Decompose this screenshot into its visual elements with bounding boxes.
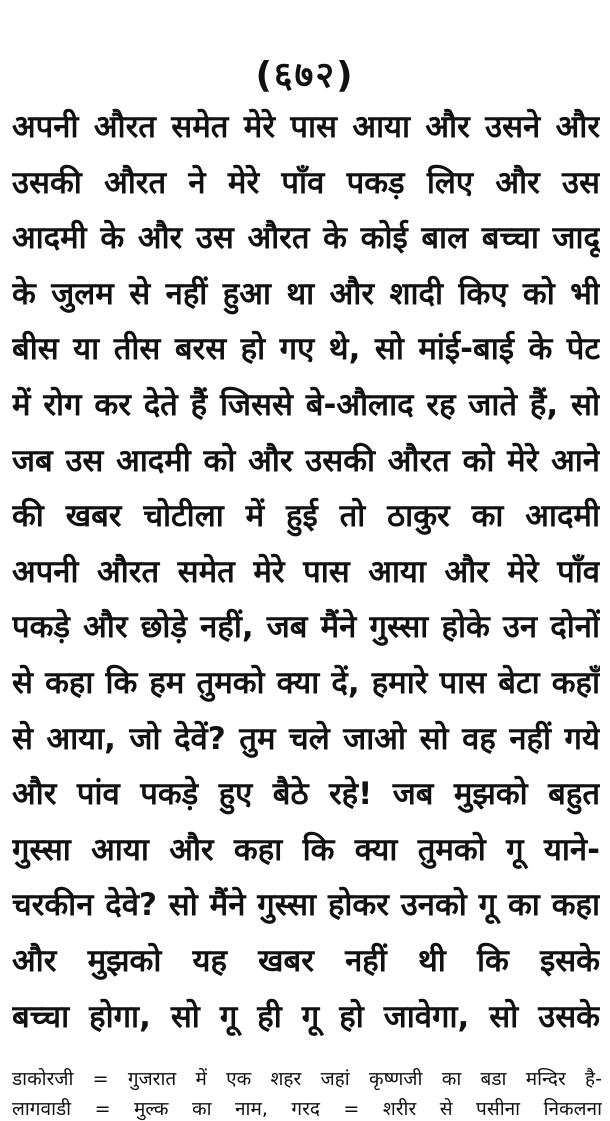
text-line: अपनी औरत समेत मेरे पास आया और उसने और: [12, 109, 600, 145]
text-line: आदमी के और उस औरत के कोई बाल बच्चा जादू: [12, 220, 600, 257]
text-line: में रोग कर देते हैं जिससे बे-औलाद रह जाते हैं, सो: [12, 386, 600, 423]
text-line: चरकीन देवे? सो मैंने गुस्सा होकर उनको गू का कहा: [12, 887, 600, 924]
text-line: की खबर चोटीला में हुई तो ठाकुर का आदमी: [12, 498, 600, 535]
text-line: अपनी औरत समेत मेरे पास आया और मेरे पाँव: [12, 553, 600, 590]
text-line: गुस्सा आया और कहा कि क्या तुमको गू याने-: [12, 831, 600, 868]
footnotes: [12, 1064, 602, 1121]
text-line: से कहा कि हम तुमको क्या दें, हमारे पास बेटा कहाँ: [12, 664, 600, 701]
footnote: लागवाडी = मुल्क का नाम, गरद = शरीर से पसीना निकलना: [12, 1098, 602, 1120]
text-line: बीस या तीस बरस हो गए थे, सो मांई-बाई के पेट: [12, 331, 600, 368]
text-line: से आया, जो देवें? तुम चले जाओ सो वह नहीं गये: [12, 720, 600, 757]
text-line: और पांव पकड़े हुए बैठे रहे! जब मुझको बहुत: [12, 776, 600, 813]
text-line: और मुझको यह खबर नहीं थी कि इसके: [12, 942, 600, 979]
text-line: जब उस आदमी को और उसकी औरत को मेरे आने: [12, 442, 600, 479]
text-line: उसकी औरत ने मेरे पाँव पकड़ लिए और उस: [12, 164, 600, 201]
footnote: डाकोरजी = गुजरात में एक शहर जहां कृष्णजी का बडा मन्दिर है-: [12, 1068, 602, 1090]
text-line: पकड़े और छोड़े नहीं, जब मैंने गुस्सा होके उन दोनों: [12, 609, 600, 646]
text-line: बच्चा होगा, सो गू ही गू हो जावेगा, सो उसके: [12, 998, 600, 1035]
text-line: के जुलम से नहीं हुआ था और शादी किए को भी: [12, 275, 600, 312]
page-number: (६७२): [255, 55, 355, 96]
body-text: [12, 100, 600, 1045]
